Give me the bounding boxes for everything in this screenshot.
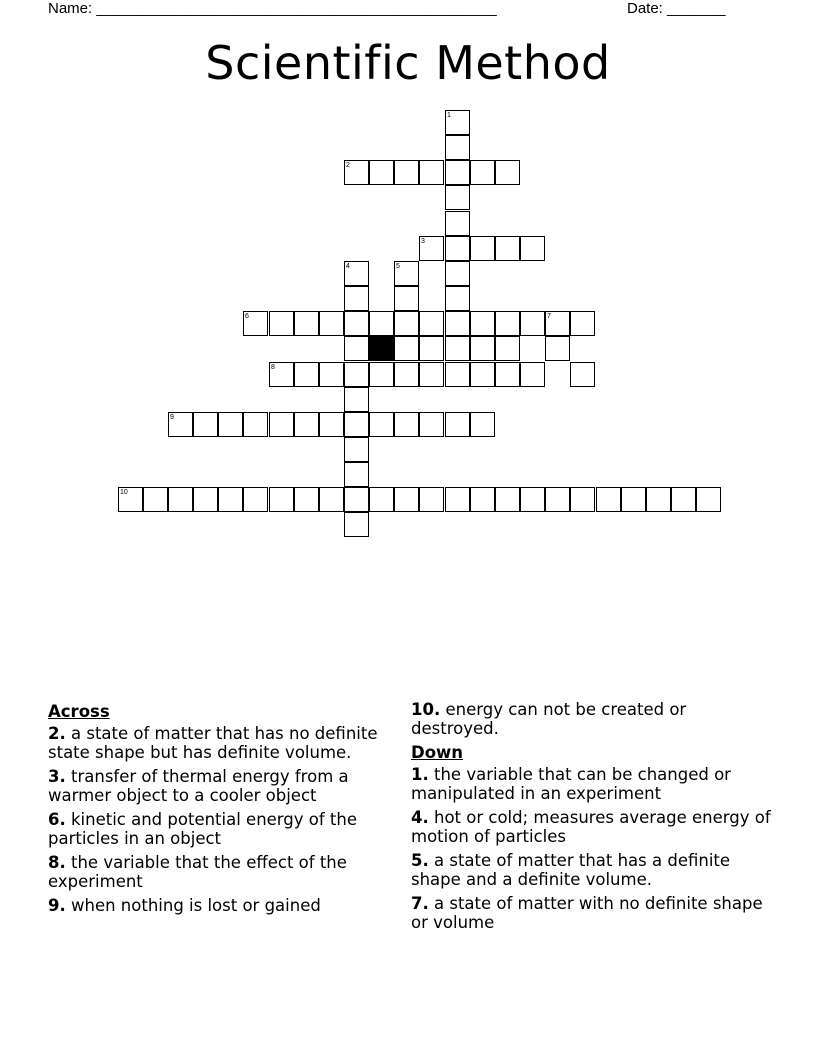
grid-cell <box>445 160 470 185</box>
grid-cell <box>445 412 470 437</box>
across-clue-9: 9. when nothing is lost or gained <box>48 896 321 915</box>
grid-cell <box>495 487 520 512</box>
grid-cell <box>394 311 419 336</box>
grid-cell <box>596 487 621 512</box>
grid-cell <box>470 487 495 512</box>
grid-cell <box>369 362 394 387</box>
grid-cell <box>570 487 595 512</box>
grid-cell <box>495 362 520 387</box>
grid-cell <box>344 311 369 336</box>
grid-cell <box>419 160 444 185</box>
grid-cell <box>696 487 721 512</box>
grid-cell <box>445 110 470 135</box>
grid-cell <box>495 160 520 185</box>
grid-cell <box>520 236 545 261</box>
grid-cell <box>269 412 294 437</box>
cell-number: 7 <box>547 313 551 320</box>
cell-number: 9 <box>170 414 174 421</box>
grid-cell <box>369 311 394 336</box>
grid-cell <box>294 412 319 437</box>
grid-cell <box>344 462 369 487</box>
across-clue-6: 6. kinetic and potential energy of the particles in an object <box>48 810 358 848</box>
grid-cell <box>294 311 319 336</box>
grid-cell <box>394 160 419 185</box>
across-heading: Across <box>48 702 110 721</box>
grid-cell <box>445 487 470 512</box>
grid-cell <box>218 412 243 437</box>
grid-cell <box>143 487 168 512</box>
grid-cell <box>520 487 545 512</box>
grid-cell <box>369 487 394 512</box>
grid-cell <box>419 412 444 437</box>
down-heading: Down <box>411 743 464 762</box>
black-cell <box>369 336 394 361</box>
grid-cell <box>621 487 646 512</box>
grid-cell <box>344 261 369 286</box>
grid-cell <box>344 437 369 462</box>
grid-cell <box>470 336 495 361</box>
across-clue-2: 2. a state of matter that has no definite state shape but has definite volume. <box>48 724 378 762</box>
grid-cell <box>319 487 344 512</box>
down-clue-5: 5. a state of matter that has a definite shape and a definite volume. <box>411 851 731 889</box>
clues-right-column <box>411 700 771 937</box>
grid-cell <box>193 487 218 512</box>
name-label: Name: ________________________________________________ <box>48 0 497 17</box>
grid-cell <box>470 412 495 437</box>
grid-cell <box>369 412 394 437</box>
grid-cell <box>419 362 444 387</box>
grid-cell <box>671 487 696 512</box>
cell-number: 10 <box>120 489 128 496</box>
grid-cell <box>269 487 294 512</box>
grid-cell <box>294 487 319 512</box>
grid-cell <box>545 311 570 336</box>
grid-cell <box>369 160 394 185</box>
down-clue-1: 1. the variable that can be changed or manipulated in an experiment <box>411 765 731 803</box>
grid-cell <box>495 311 520 336</box>
clues-left-column <box>48 700 393 920</box>
grid-cell <box>419 236 444 261</box>
grid-cell <box>344 286 369 311</box>
across-clue-10: 10. energy can not be created or destroyed. <box>411 700 687 738</box>
cell-number: 6 <box>245 313 249 320</box>
grid-cell <box>646 487 671 512</box>
across-clue-8: 8. the variable that the effect of the experiment <box>48 853 347 891</box>
grid-cell <box>470 311 495 336</box>
grid-cell <box>319 362 344 387</box>
grid-cell <box>118 487 143 512</box>
grid-cell <box>294 362 319 387</box>
grid-cell <box>394 336 419 361</box>
grid-cell <box>344 487 369 512</box>
grid-cell <box>495 236 520 261</box>
grid-cell <box>445 311 470 336</box>
grid-cell <box>470 362 495 387</box>
cell-number: 3 <box>421 238 425 245</box>
grid-cell <box>445 362 470 387</box>
grid-cell <box>445 286 470 311</box>
grid-cell <box>445 236 470 261</box>
grid-cell <box>570 362 595 387</box>
grid-cell <box>344 160 369 185</box>
grid-cell <box>470 236 495 261</box>
grid-cell <box>419 336 444 361</box>
grid-cell <box>218 487 243 512</box>
grid-cell <box>419 311 444 336</box>
grid-cell <box>168 487 193 512</box>
down-clue-7: 7. a state of matter with no definite shape or volume <box>411 894 763 932</box>
grid-cell <box>520 311 545 336</box>
grid-cell <box>243 311 268 336</box>
grid-cell <box>445 211 470 236</box>
cell-number: 8 <box>271 364 275 371</box>
grid-cell <box>243 412 268 437</box>
cell-number: 2 <box>346 162 350 169</box>
grid-cell <box>545 487 570 512</box>
across-clue-3: 3. transfer of thermal energy from a warmer object to a cooler object <box>48 767 349 805</box>
grid-cell <box>394 487 419 512</box>
grid-cell <box>344 362 369 387</box>
grid-cell <box>344 512 369 537</box>
grid-cell <box>445 336 470 361</box>
grid-cell <box>394 362 419 387</box>
grid-cell <box>319 412 344 437</box>
grid-cell <box>570 311 595 336</box>
grid-cell <box>394 412 419 437</box>
cell-number: 1 <box>447 112 451 119</box>
grid-cell <box>445 135 470 160</box>
grid-cell <box>269 311 294 336</box>
grid-cell <box>394 286 419 311</box>
grid-cell <box>419 487 444 512</box>
grid-cell <box>445 185 470 210</box>
grid-cell <box>243 487 268 512</box>
grid-cell <box>344 387 369 412</box>
grid-cell <box>344 336 369 361</box>
grid-cell <box>319 311 344 336</box>
grid-cell <box>193 412 218 437</box>
grid-cell <box>344 412 369 437</box>
page-title: Scientific Method <box>205 36 611 90</box>
grid-cell <box>168 412 193 437</box>
grid-cell <box>269 362 294 387</box>
date-label: Date: _______ <box>627 0 726 17</box>
grid-cell <box>545 336 570 361</box>
down-clue-4: 4. hot or cold; measures average energy of motion of particles <box>411 808 771 846</box>
grid-cell <box>394 261 419 286</box>
grid-cell <box>470 160 495 185</box>
grid-cell <box>520 362 545 387</box>
grid-cell <box>495 336 520 361</box>
cell-number: 5 <box>396 263 400 270</box>
cell-number: 4 <box>346 263 350 270</box>
grid-cell <box>445 261 470 286</box>
